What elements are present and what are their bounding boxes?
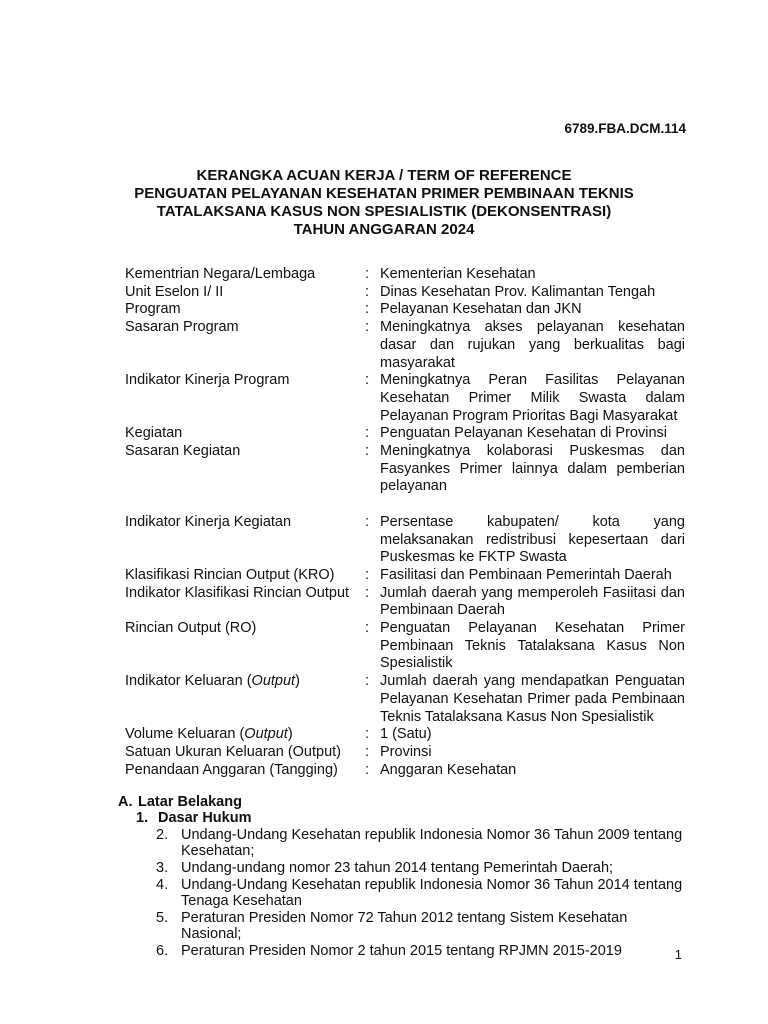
field-value: Penguatan Pelayanan Kesehatan Primer Pembinaan Teknis Tatalaksana Kasus Non Spesialistik — [380, 620, 685, 672]
list-item-text: Peraturan Presiden Nomor 72 Tahun 2012 tentang Sistem Kesehatan Nasional; — [181, 910, 628, 942]
field-colon: : — [365, 513, 370, 530]
field-row — [125, 266, 685, 284]
field-value: Anggaran Kesehatan — [380, 761, 517, 778]
field-value: Meningkatnya akses pelayanan kesehatan dasar dan rujukan yang berkualitas bagi masyarakat — [380, 319, 685, 371]
field-label: Indikator Kinerja Kegiatan — [125, 513, 292, 530]
field-colon: : — [365, 372, 370, 389]
legal-basis-list — [118, 827, 688, 959]
list-item — [118, 827, 688, 859]
field-row — [125, 726, 685, 744]
title-line: KERANGKA ACUAN KERJA / TERM OF REFERENCE — [196, 167, 572, 184]
field-value: Kementerian Kesehatan — [380, 266, 536, 282]
field-row — [125, 425, 685, 443]
page-number: 1 — [674, 947, 682, 962]
section-heading — [118, 794, 688, 810]
field-colon: : — [365, 443, 370, 460]
subsection-heading — [118, 810, 688, 826]
field-label: Volume Keluaran (Output) — [125, 726, 293, 743]
list-item-number: 5. — [156, 910, 169, 926]
field-colon: : — [365, 266, 370, 282]
list-item-text: Undang-Undang Kesehatan republik Indonesia Nomor 36 Tahun 2009 tentang Kesehatan; — [181, 827, 683, 859]
section-number: A. — [118, 794, 133, 810]
field-label: Indikator Kinerja Program — [125, 372, 290, 389]
field-row — [125, 620, 685, 673]
field-value: Penguatan Pelayanan Kesehatan di Provinsi — [380, 425, 667, 442]
document-title — [80, 167, 688, 239]
field-value: Dinas Kesehatan Prov. Kalimantan Tengah — [380, 283, 656, 300]
list-item — [118, 943, 688, 959]
field-value: Fasilitasi dan Pembinaan Pemerintah Daerah — [380, 566, 672, 583]
field-value: Jumlah daerah yang mendapatkan Penguatan Pelayanan Kesehatan Primer pada Pembinaan Teknis Tatalaksana Kasus Non Spesialistik — [380, 673, 685, 725]
field-row — [125, 319, 685, 372]
list-item — [118, 860, 688, 876]
field-row — [125, 443, 685, 496]
title-line: TAHUN ANGGARAN 2024 — [293, 221, 475, 238]
field-value: 1 (Satu) — [380, 726, 432, 743]
field-colon: : — [365, 726, 370, 743]
field-colon: : — [365, 761, 370, 778]
title-line: PENGUATAN PELAYANAN KESEHATAN PRIMER PEMBINAAN TEKNIS — [134, 185, 634, 202]
list-item-text: Peraturan Presiden Nomor 2 tahun 2015 tentang RPJMN 2015-2019 — [181, 943, 622, 959]
field-label: Indikator Klasifikasi Rincian Output — [125, 584, 350, 601]
field-row — [125, 567, 685, 585]
field-value: Persentase kabupaten/ kota yang melaksanakan redistribusi kepesertaan dari Puskesmas ke FKTP Swasta — [380, 513, 685, 566]
title-line: TATALAKSANA KASUS NON SPESIALISTIK (DEKONSENTRASI) — [156, 203, 612, 220]
list-item-number: 4. — [156, 877, 169, 893]
field-label: Sasaran Kegiatan — [125, 443, 241, 460]
field-label: Satuan Ukuran Keluaran (Output) — [125, 743, 342, 760]
list-item-number: 3. — [156, 860, 169, 876]
field-colon: : — [365, 743, 370, 760]
field-row — [125, 585, 685, 620]
field-label: Unit Eselon I/ II — [125, 283, 224, 300]
field-value: Pelayanan Kesehatan dan JKN — [380, 301, 582, 318]
section-latar-belakang — [118, 794, 688, 960]
field-colon: : — [365, 425, 370, 442]
document-code: 6789.FBA.DCM.114 — [564, 121, 686, 136]
field-colon: : — [365, 673, 370, 690]
list-item — [118, 877, 688, 909]
field-row — [125, 284, 685, 302]
field-row — [125, 762, 685, 780]
list-item-text: Undang-undang nomor 23 tahun 2014 tentang Pemerintah Daerah; — [181, 860, 614, 876]
field-label: Rincian Output (RO) — [125, 620, 257, 637]
list-item-number: 2. — [156, 827, 169, 843]
field-value: Provinsi — [380, 743, 432, 760]
field-value: Meningkatnya Peran Fasilitas Pelayanan Kesehatan Primer Milik Swasta dalam Pelayanan Program Prioritas Bagi Masyarakat — [380, 372, 685, 424]
field-label: Klasifikasi Rincian Output (KRO) — [125, 566, 335, 583]
field-colon: : — [365, 319, 370, 336]
field-row — [125, 673, 685, 726]
field-label: Kegiatan — [125, 425, 183, 442]
list-item-number: 6. — [156, 943, 169, 959]
field-row — [125, 301, 685, 319]
field-row — [125, 744, 685, 762]
subsection-title: Dasar Hukum — [158, 810, 252, 826]
field-label: Program — [125, 301, 181, 318]
field-label: Penandaan Anggaran (Tangging) — [125, 761, 338, 778]
field-value: Meningkatnya kolaborasi Puskesmas dan Fasyankes Primer lainnya dalam pemberian pelayanan — [380, 443, 685, 495]
field-row — [125, 372, 685, 425]
field-label: Indikator Keluaran (Output) — [125, 673, 300, 690]
list-item — [118, 910, 688, 942]
field-value: Jumlah daerah yang memperoleh Fasiitasi dan Pembinaan Daerah — [380, 584, 685, 619]
field-colon: : — [365, 283, 370, 300]
field-label: Kementrian Negara/Lembaga — [125, 266, 316, 282]
field-row — [125, 514, 685, 567]
field-table — [125, 266, 685, 779]
field-colon: : — [365, 620, 370, 637]
section-title: Latar Belakang — [138, 794, 242, 810]
list-item-text: Undang-Undang Kesehatan republik Indonesia Nomor 36 Tahun 2014 tentang Tenaga Kesehatan — [181, 877, 683, 909]
field-colon: : — [365, 566, 370, 583]
subsection-number: 1. — [136, 810, 149, 826]
field-colon: : — [365, 584, 370, 601]
field-colon: : — [365, 301, 370, 318]
field-label: Sasaran Program — [125, 319, 239, 336]
